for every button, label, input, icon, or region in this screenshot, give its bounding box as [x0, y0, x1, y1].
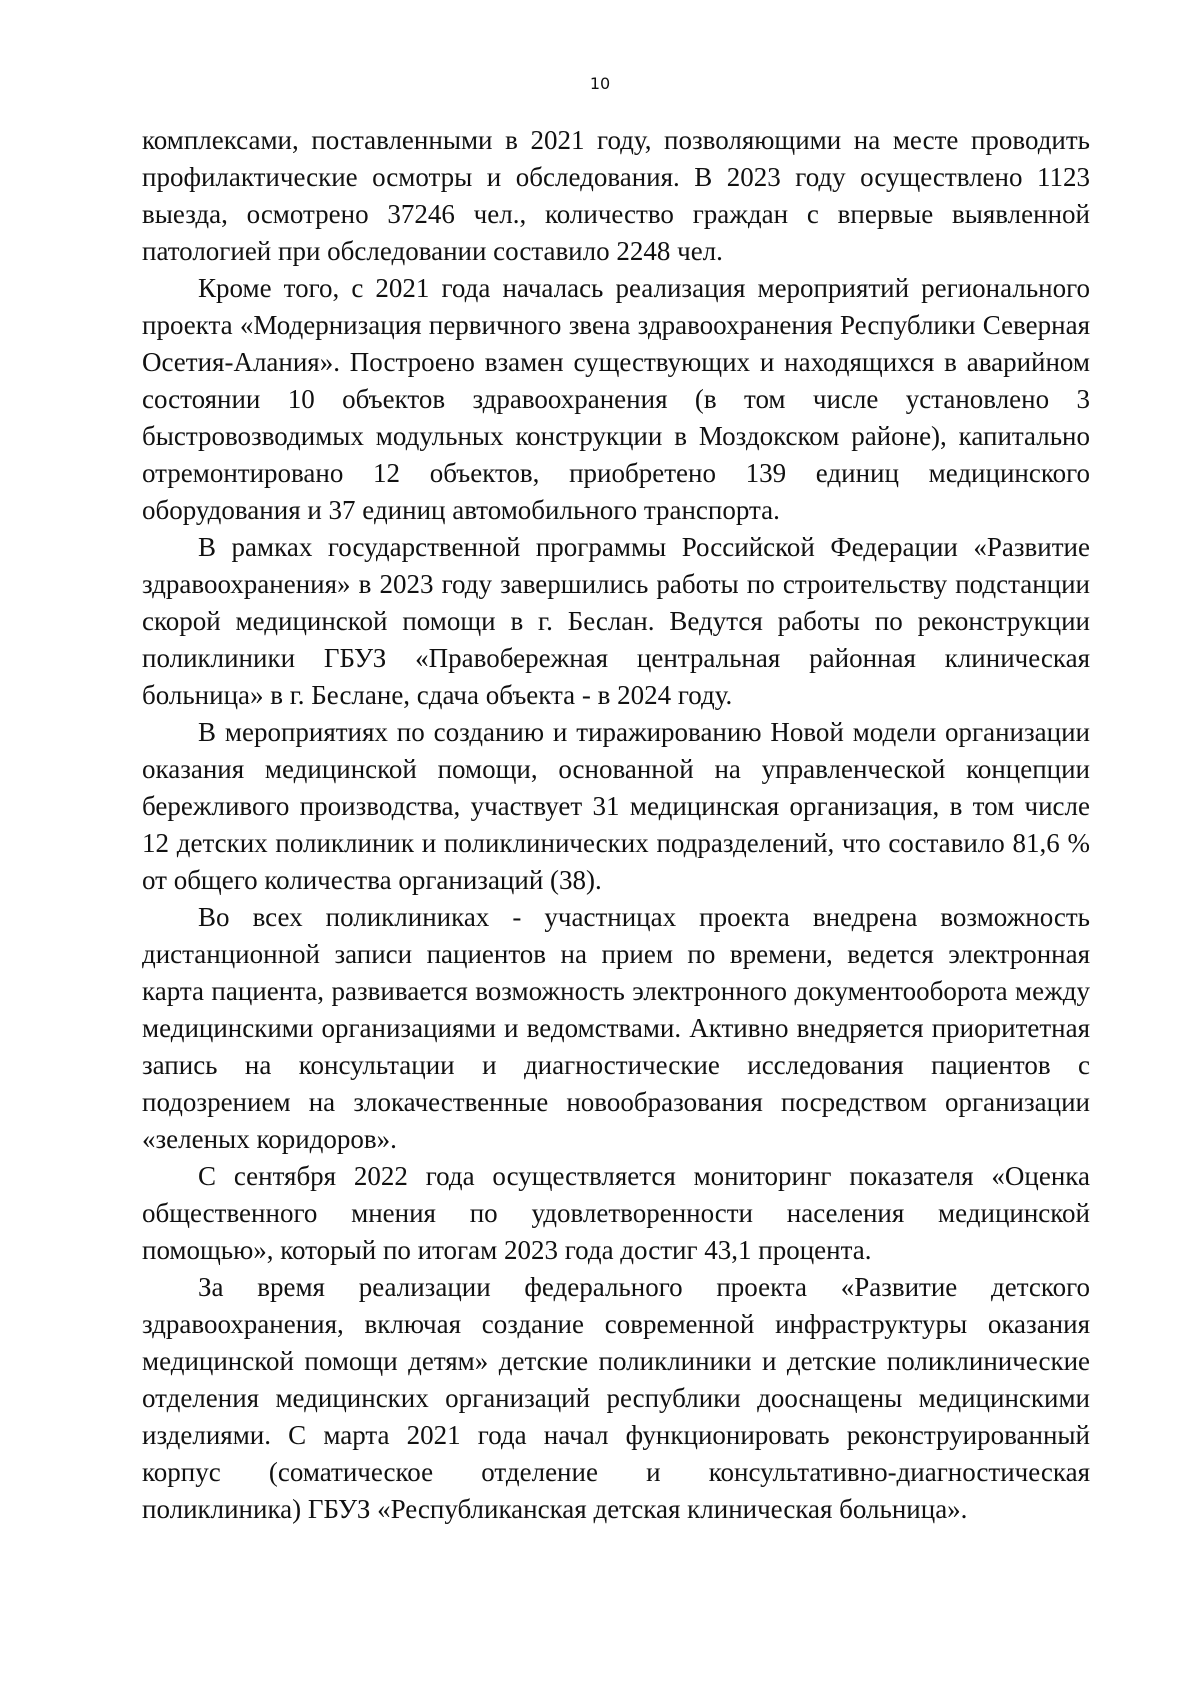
page-number: 10 — [589, 74, 611, 93]
paragraph: С сентября 2022 года осуществляется мониторинг показателя «Оценка общественного мнения по удовлетворенности населения медицинской помощью», который по итогам 2023 года достиг 43,1 процента. — [142, 1161, 1090, 1265]
paragraph: В мероприятиях по созданию и тиражированию Новой модели организации оказания медицинской помощи, основанной на управленческой концепции бережливого производства, участвует 31 медицинская организация, в том числе 12 детских поликлиник и поликлинических подразделений, что составило 81,6 % от общего количества организаций (38). — [142, 717, 1090, 895]
document-body — [142, 122, 1090, 1528]
paragraph-continued: комплексами, поставленными в 2021 году, позволяющими на месте проводить профилактические осмотры и обследования. В 2023 году осуществлено 1123 выезда, осмотрено 37246 чел., количество граждан с впервые выявленной патологией при обследовании составило 2248 чел. — [142, 125, 1090, 266]
paragraph: Кроме того, с 2021 года началась реализация мероприятий регионального проекта «Модернизация первичного звена здравоохранения Республики Северная Осетия-Алания». Построено взамен существующих и находящихся в аварийном состоянии 10 объектов здравоохранения (в том числе установлено 3 быстровозводимых модульных конструкции в Моздокском районе), капитально отремонтировано 12 объектов, приобретено 139 единиц медицинского оборудования и 37 единиц автомобильного транспорта. — [142, 273, 1090, 525]
paragraph: Во всех поликлиниках - участницах проекта внедрена возможность дистанционной записи пациентов на прием по времени, ведется электронная карта пациента, развивается возможность электронного документооборота между медицинскими организациями и ведомствами. Активно внедряется приоритетная запись на консультации и диагностические исследования пациентов с подозрением на злокачественные новообразования посредством организации «зеленых коридоров». — [142, 902, 1090, 1154]
paragraph: За время реализации федерального проекта «Развитие детского здравоохранения, включая создание современной инфраструктуры оказания медицинской помощи детям» детские поликлиники и детские поликлинические отделения медицинских организаций республики дооснащены медицинскими изделиями. С марта 2021 года начал функционировать реконструированный корпус (соматическое отделение и консультативно-диагностическая поликлиника) ГБУЗ «Республиканская детская клиническая больница». — [142, 1272, 1090, 1524]
paragraph: В рамках государственной программы Российской Федерации «Развитие здравоохранения» в 2023 году завершились работы по строительству подстанции скорой медицинской помощи в г. Беслан. Ведутся работы по реконструкции поликлиники ГБУЗ «Правобережная центральная районная клиническая больница» в г. Беслане, сдача объекта - в 2024 году. — [142, 532, 1090, 710]
